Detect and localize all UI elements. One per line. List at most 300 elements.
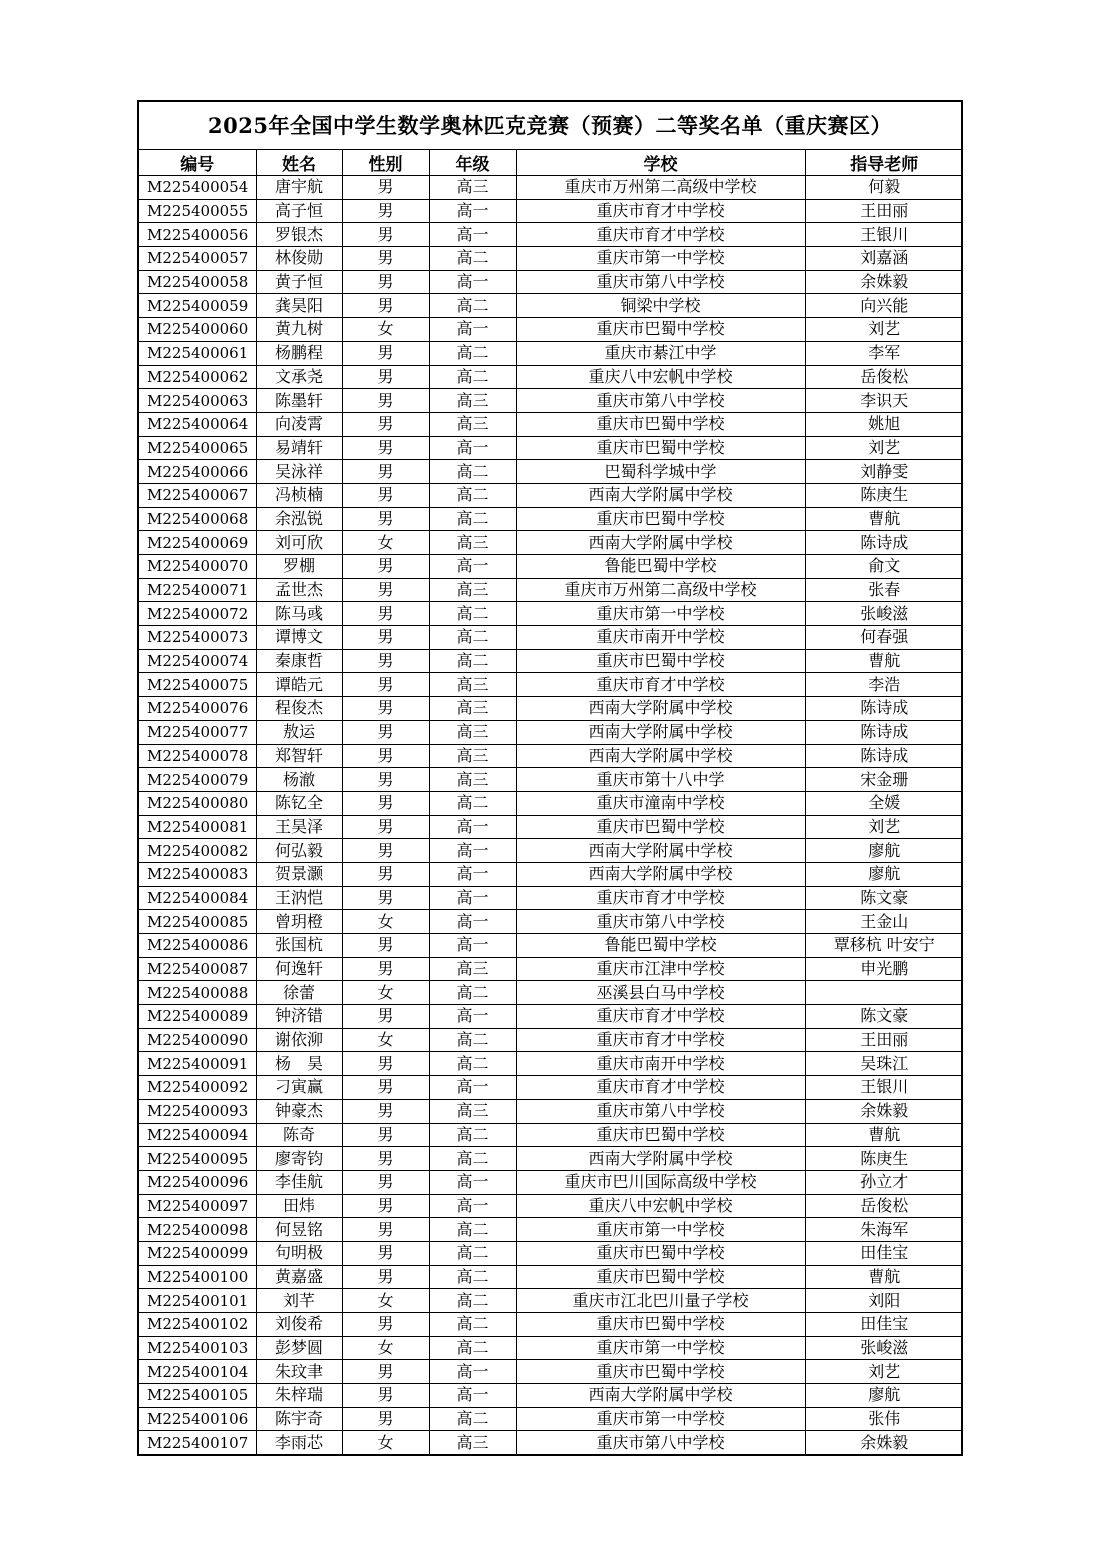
cell-grade: 高三: [429, 768, 516, 792]
cell-teacher: 覃移杭 叶安宁: [805, 934, 963, 958]
cell-gender: 男: [342, 1076, 429, 1100]
cell-gender: 男: [342, 886, 429, 910]
cell-name: 陈宇奇: [256, 1407, 342, 1431]
cell-grade: 高一: [429, 910, 516, 934]
cell-id: M225400098: [139, 1218, 256, 1242]
cell-teacher: 陈诗成: [805, 720, 963, 744]
table-row: [139, 862, 963, 886]
cell-name: 钟豪杰: [256, 1099, 342, 1123]
cell-name: 徐蕾: [256, 981, 342, 1005]
cell-school: 重庆市巴蜀中学校: [516, 507, 805, 531]
cell-school: 重庆市育才中学校: [516, 1005, 805, 1029]
cell-school: 重庆市第一中学校: [516, 1407, 805, 1431]
cell-name: 朱玟聿: [256, 1360, 342, 1384]
cell-grade: 高二: [429, 483, 516, 507]
cell-school: 西南大学附属中学校: [516, 1384, 805, 1408]
table-row: [139, 270, 963, 294]
cell-teacher: 姚旭: [805, 412, 963, 436]
cell-school: 重庆市巴蜀中学校: [516, 436, 805, 460]
cell-id: M225400089: [139, 1005, 256, 1029]
cell-grade: 高二: [429, 602, 516, 626]
cell-name: 杨 昊: [256, 1052, 342, 1076]
table-row: [139, 365, 963, 389]
cell-grade: 高一: [429, 1194, 516, 1218]
cell-teacher: 陈诗成: [805, 744, 963, 768]
cell-name: 黄嘉盛: [256, 1265, 342, 1289]
cell-id: M225400073: [139, 626, 256, 650]
cell-id: M225400100: [139, 1265, 256, 1289]
cell-gender: 男: [342, 1241, 429, 1265]
cell-gender: 男: [342, 697, 429, 721]
cell-id: M225400062: [139, 365, 256, 389]
cell-grade: 高一: [429, 839, 516, 863]
table-row: [139, 578, 963, 602]
cell-gender: 男: [342, 1218, 429, 1242]
cell-grade: 高三: [429, 1099, 516, 1123]
cell-gender: 男: [342, 412, 429, 436]
cell-teacher: 田佳宝: [805, 1241, 963, 1265]
cell-teacher: 岳俊松: [805, 365, 963, 389]
cell-gender: 男: [342, 768, 429, 792]
award-table: [139, 150, 963, 1454]
cell-gender: 男: [342, 247, 429, 271]
cell-school: 重庆市第一中学校: [516, 602, 805, 626]
cell-school: 铜梁中学校: [516, 294, 805, 318]
cell-grade: 高二: [429, 1147, 516, 1171]
cell-school: 重庆市巴蜀中学校: [516, 1241, 805, 1265]
cell-teacher: 李识天: [805, 389, 963, 413]
cell-grade: 高三: [429, 697, 516, 721]
cell-id: M225400091: [139, 1052, 256, 1076]
cell-teacher: 廖航: [805, 1384, 963, 1408]
cell-school: 西南大学附属中学校: [516, 862, 805, 886]
cell-name: 陈奇: [256, 1123, 342, 1147]
cell-teacher: 张春: [805, 578, 963, 602]
cell-id: M225400057: [139, 247, 256, 271]
table-row: [139, 1313, 963, 1337]
cell-id: M225400095: [139, 1147, 256, 1171]
cell-school: 巴蜀科学城中学: [516, 460, 805, 484]
cell-teacher: 廖航: [805, 839, 963, 863]
cell-gender: 男: [342, 957, 429, 981]
cell-name: 高子恒: [256, 199, 342, 223]
table-row: [139, 720, 963, 744]
cell-gender: 男: [342, 649, 429, 673]
cell-teacher: 陈诗成: [805, 697, 963, 721]
cell-grade: 高一: [429, 436, 516, 460]
table-row: [139, 957, 963, 981]
cell-grade: 高二: [429, 1407, 516, 1431]
table-row: [139, 1147, 963, 1171]
cell-name: 王汭恺: [256, 886, 342, 910]
cell-school: 重庆市南开中学校: [516, 1052, 805, 1076]
cell-grade: 高一: [429, 199, 516, 223]
table-row: [139, 483, 963, 507]
cell-grade: 高一: [429, 318, 516, 342]
table-row: [139, 1336, 963, 1360]
cell-name: 刘俊希: [256, 1313, 342, 1337]
cell-id: M225400061: [139, 341, 256, 365]
cell-gender: 女: [342, 981, 429, 1005]
cell-grade: 高一: [429, 934, 516, 958]
cell-name: 陈墨轩: [256, 389, 342, 413]
cell-grade: 高三: [429, 957, 516, 981]
cell-id: M225400105: [139, 1384, 256, 1408]
cell-gender: 男: [342, 744, 429, 768]
cell-teacher: 李军: [805, 341, 963, 365]
cell-teacher: 王田丽: [805, 1028, 963, 1052]
cell-school: 重庆市第八中学校: [516, 910, 805, 934]
cell-gender: 男: [342, 436, 429, 460]
cell-teacher: 刘艺: [805, 318, 963, 342]
cell-grade: 高二: [429, 1218, 516, 1242]
cell-name: 刘可欣: [256, 531, 342, 555]
cell-school: 重庆市江津中学校: [516, 957, 805, 981]
cell-gender: 男: [342, 839, 429, 863]
cell-id: M225400093: [139, 1099, 256, 1123]
cell-teacher: 岳俊松: [805, 1194, 963, 1218]
cell-gender: 男: [342, 1407, 429, 1431]
cell-id: M225400064: [139, 412, 256, 436]
cell-school: 西南大学附属中学校: [516, 531, 805, 555]
cell-school: 西南大学附属中学校: [516, 839, 805, 863]
table-row: [139, 531, 963, 555]
cell-name: 秦康哲: [256, 649, 342, 673]
cell-school: 西南大学附属中学校: [516, 1147, 805, 1171]
cell-grade: 高一: [429, 1076, 516, 1100]
cell-name: 易靖轩: [256, 436, 342, 460]
cell-grade: 高一: [429, 1360, 516, 1384]
cell-gender: 男: [342, 1005, 429, 1029]
cell-id: M225400090: [139, 1028, 256, 1052]
cell-teacher: 申光鹏: [805, 957, 963, 981]
cell-name: 曾玥橙: [256, 910, 342, 934]
cell-name: 黄九树: [256, 318, 342, 342]
cell-teacher: 陈庚生: [805, 483, 963, 507]
cell-gender: 男: [342, 720, 429, 744]
cell-grade: 高三: [429, 578, 516, 602]
table-row: [139, 1170, 963, 1194]
cell-name: 敖运: [256, 720, 342, 744]
cell-gender: 男: [342, 1194, 429, 1218]
cell-school: 重庆市万州第二高级中学校: [516, 176, 805, 200]
cell-grade: 高一: [429, 815, 516, 839]
table-row: [139, 247, 963, 271]
cell-gender: 男: [342, 270, 429, 294]
cell-teacher: 张峻滋: [805, 1336, 963, 1360]
cell-id: M225400102: [139, 1313, 256, 1337]
cell-name: 何弘毅: [256, 839, 342, 863]
cell-school: 重庆市万州第二高级中学校: [516, 578, 805, 602]
table-row: [139, 1052, 963, 1076]
header-row: [139, 150, 963, 176]
cell-school: 重庆市育才中学校: [516, 223, 805, 247]
cell-id: M225400069: [139, 531, 256, 555]
cell-grade: 高三: [429, 720, 516, 744]
cell-grade: 高一: [429, 555, 516, 579]
cell-grade: 高三: [429, 531, 516, 555]
cell-grade: 高三: [429, 389, 516, 413]
cell-id: M225400104: [139, 1360, 256, 1384]
cell-school: 重庆市第八中学校: [516, 1431, 805, 1454]
cell-name: 钟济错: [256, 1005, 342, 1029]
cell-gender: 男: [342, 791, 429, 815]
cell-teacher: 曹航: [805, 649, 963, 673]
cell-school: 重庆市江北巴川量子学校: [516, 1289, 805, 1313]
table-row: [139, 460, 963, 484]
cell-teacher: 宋金珊: [805, 768, 963, 792]
header-name: 姓名: [256, 150, 342, 176]
cell-gender: 男: [342, 176, 429, 200]
cell-teacher: 李浩: [805, 673, 963, 697]
cell-id: M225400103: [139, 1336, 256, 1360]
cell-name: 罗棚: [256, 555, 342, 579]
cell-grade: 高三: [429, 176, 516, 200]
cell-id: M225400082: [139, 839, 256, 863]
cell-id: M225400065: [139, 436, 256, 460]
table-row: [139, 1028, 963, 1052]
cell-id: M225400054: [139, 176, 256, 200]
table-row: [139, 934, 963, 958]
table-row: [139, 294, 963, 318]
table-row: [139, 791, 963, 815]
cell-school: 重庆市巴蜀中学校: [516, 815, 805, 839]
table-row: [139, 1099, 963, 1123]
cell-name: 贺景灏: [256, 862, 342, 886]
cell-name: 李雨芯: [256, 1431, 342, 1454]
cell-grade: 高一: [429, 1005, 516, 1029]
cell-name: 唐宇航: [256, 176, 342, 200]
table-row: [139, 981, 963, 1005]
cell-gender: 男: [342, 1384, 429, 1408]
cell-name: 文承尧: [256, 365, 342, 389]
cell-name: 李佳航: [256, 1170, 342, 1194]
cell-grade: 高一: [429, 223, 516, 247]
cell-name: 谭皓元: [256, 673, 342, 697]
cell-school: 重庆市第一中学校: [516, 1336, 805, 1360]
cell-id: M225400101: [139, 1289, 256, 1313]
cell-id: M225400081: [139, 815, 256, 839]
cell-gender: 女: [342, 318, 429, 342]
table-row: [139, 673, 963, 697]
cell-grade: 高二: [429, 247, 516, 271]
cell-name: 谭博文: [256, 626, 342, 650]
cell-grade: 高二: [429, 981, 516, 1005]
table-row: [139, 886, 963, 910]
table-row: [139, 389, 963, 413]
cell-teacher: 王金山: [805, 910, 963, 934]
cell-id: M225400060: [139, 318, 256, 342]
cell-gender: 男: [342, 223, 429, 247]
cell-name: 陈马彧: [256, 602, 342, 626]
cell-grade: 高二: [429, 1265, 516, 1289]
table-row: [139, 1123, 963, 1147]
cell-teacher: 陈庚生: [805, 1147, 963, 1171]
cell-grade: 高二: [429, 1289, 516, 1313]
cell-id: M225400079: [139, 768, 256, 792]
cell-name: 孟世杰: [256, 578, 342, 602]
cell-name: 吴泳祥: [256, 460, 342, 484]
cell-grade: 高二: [429, 791, 516, 815]
cell-school: 重庆市潼南中学校: [516, 791, 805, 815]
cell-school: 重庆市第一中学校: [516, 1218, 805, 1242]
table-row: [139, 223, 963, 247]
cell-gender: 女: [342, 1336, 429, 1360]
cell-name: 句明极: [256, 1241, 342, 1265]
cell-teacher: 吴珠江: [805, 1052, 963, 1076]
cell-grade: 高二: [429, 649, 516, 673]
cell-id: M225400084: [139, 886, 256, 910]
cell-name: 向凌霄: [256, 412, 342, 436]
table-row: [139, 910, 963, 934]
cell-id: M225400106: [139, 1407, 256, 1431]
header-school: 学校: [516, 150, 805, 176]
cell-school: 重庆市巴蜀中学校: [516, 412, 805, 436]
cell-id: M225400078: [139, 744, 256, 768]
cell-id: M225400088: [139, 981, 256, 1005]
cell-id: M225400075: [139, 673, 256, 697]
cell-school: 重庆市第十八中学: [516, 768, 805, 792]
cell-name: 谢依泖: [256, 1028, 342, 1052]
cell-teacher: 向兴能: [805, 294, 963, 318]
cell-grade: 高二: [429, 1336, 516, 1360]
table-row: [139, 1241, 963, 1265]
cell-school: 重庆市巴蜀中学校: [516, 1360, 805, 1384]
cell-name: 何昱铭: [256, 1218, 342, 1242]
cell-teacher: 陈文豪: [805, 1005, 963, 1029]
cell-school: 重庆市巴蜀中学校: [516, 1313, 805, 1337]
document-title: 2025年全国中学生数学奥林匹克竞赛（预赛）二等奖名单（重庆赛区）: [139, 102, 961, 150]
cell-name: 朱梓瑞: [256, 1384, 342, 1408]
cell-school: 重庆市育才中学校: [516, 886, 805, 910]
table-row: [139, 744, 963, 768]
cell-grade: 高一: [429, 862, 516, 886]
cell-gender: 男: [342, 389, 429, 413]
cell-teacher: 朱海军: [805, 1218, 963, 1242]
cell-school: 重庆市第八中学校: [516, 270, 805, 294]
table-row: [139, 602, 963, 626]
table-row: [139, 507, 963, 531]
table-row: [139, 1265, 963, 1289]
cell-name: 杨鹏程: [256, 341, 342, 365]
cell-gender: 男: [342, 341, 429, 365]
cell-name: 王昊泽: [256, 815, 342, 839]
cell-teacher: 余姝毅: [805, 1431, 963, 1454]
cell-gender: 男: [342, 1313, 429, 1337]
table-row: [139, 341, 963, 365]
cell-grade: 高二: [429, 1241, 516, 1265]
cell-teacher: 廖航: [805, 862, 963, 886]
cell-id: M225400076: [139, 697, 256, 721]
cell-school: 重庆市巴蜀中学校: [516, 318, 805, 342]
cell-teacher: 曹航: [805, 1265, 963, 1289]
table-row: [139, 768, 963, 792]
cell-name: 何逸轩: [256, 957, 342, 981]
cell-grade: 高二: [429, 365, 516, 389]
cell-name: 罗银杰: [256, 223, 342, 247]
table-row: [139, 1005, 963, 1029]
table-row: [139, 199, 963, 223]
cell-school: 重庆市育才中学校: [516, 673, 805, 697]
cell-school: 重庆市第八中学校: [516, 1099, 805, 1123]
table-row: [139, 839, 963, 863]
cell-school: 重庆市育才中学校: [516, 199, 805, 223]
cell-school: 重庆市第一中学校: [516, 247, 805, 271]
cell-name: 廖寄钧: [256, 1147, 342, 1171]
cell-id: M225400096: [139, 1170, 256, 1194]
cell-gender: 男: [342, 1170, 429, 1194]
header-id: 编号: [139, 150, 256, 176]
cell-id: M225400072: [139, 602, 256, 626]
cell-grade: 高二: [429, 341, 516, 365]
cell-id: M225400070: [139, 555, 256, 579]
cell-id: M225400066: [139, 460, 256, 484]
cell-name: 郑智轩: [256, 744, 342, 768]
cell-school: 重庆市南开中学校: [516, 626, 805, 650]
cell-id: M225400067: [139, 483, 256, 507]
cell-name: 刘芊: [256, 1289, 342, 1313]
cell-school: 西南大学附属中学校: [516, 483, 805, 507]
cell-gender: 男: [342, 1052, 429, 1076]
cell-school: 重庆八中宏帆中学校: [516, 365, 805, 389]
table-row: [139, 1076, 963, 1100]
cell-teacher: 王银川: [805, 223, 963, 247]
cell-id: M225400097: [139, 1194, 256, 1218]
table-row: [139, 412, 963, 436]
cell-id: M225400056: [139, 223, 256, 247]
cell-school: 西南大学附属中学校: [516, 697, 805, 721]
cell-grade: 高二: [429, 294, 516, 318]
cell-school: 西南大学附属中学校: [516, 720, 805, 744]
cell-gender: 女: [342, 1289, 429, 1313]
cell-teacher: 刘阳: [805, 1289, 963, 1313]
cell-teacher: 全媛: [805, 791, 963, 815]
cell-school: 重庆市巴蜀中学校: [516, 1123, 805, 1147]
cell-school: 重庆市育才中学校: [516, 1028, 805, 1052]
cell-id: M225400068: [139, 507, 256, 531]
cell-teacher: [805, 981, 963, 1005]
table-row: [139, 626, 963, 650]
table-row: [139, 1407, 963, 1431]
cell-gender: 男: [342, 1123, 429, 1147]
cell-gender: 男: [342, 460, 429, 484]
cell-gender: 男: [342, 815, 429, 839]
cell-grade: 高二: [429, 1052, 516, 1076]
cell-gender: 男: [342, 578, 429, 602]
cell-gender: 女: [342, 531, 429, 555]
table-row: [139, 318, 963, 342]
cell-teacher: 孙立才: [805, 1170, 963, 1194]
cell-id: M225400059: [139, 294, 256, 318]
cell-gender: 男: [342, 673, 429, 697]
table-row: [139, 436, 963, 460]
cell-school: 鲁能巴蜀中学校: [516, 934, 805, 958]
cell-name: 林俊勋: [256, 247, 342, 271]
cell-school: 重庆市第八中学校: [516, 389, 805, 413]
cell-grade: 高二: [429, 507, 516, 531]
cell-id: M225400087: [139, 957, 256, 981]
cell-name: 刁寅赢: [256, 1076, 342, 1100]
cell-grade: 高二: [429, 1123, 516, 1147]
cell-school: 巫溪县白马中学校: [516, 981, 805, 1005]
cell-grade: 高三: [429, 1431, 516, 1454]
cell-gender: 男: [342, 934, 429, 958]
cell-grade: 高二: [429, 1313, 516, 1337]
cell-teacher: 王田丽: [805, 199, 963, 223]
cell-gender: 男: [342, 1360, 429, 1384]
cell-gender: 男: [342, 555, 429, 579]
table-row: [139, 1194, 963, 1218]
